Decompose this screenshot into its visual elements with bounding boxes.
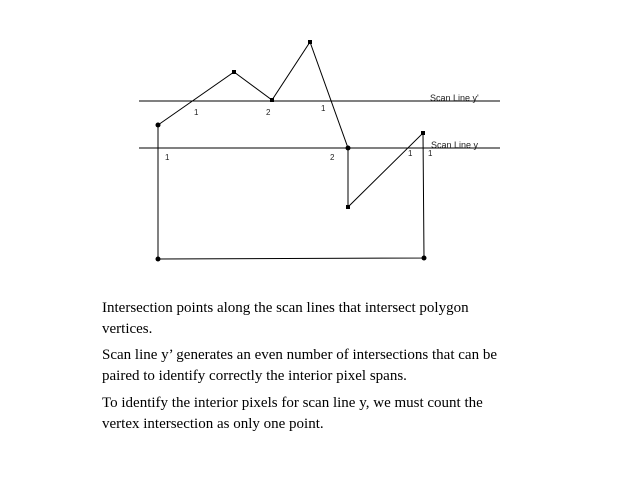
intersection-count-label: 2 [330,153,335,162]
scan-line-y-prime-label: Scan Line y' [430,93,479,103]
polygon-vertex [270,98,274,102]
intersection-count-label: 1 [428,149,433,158]
polygon-outline [158,42,424,259]
polygon-vertex [156,257,161,262]
caption-scan-line-y-prime: Scan line y’ generates an even number of intersections that can be paired to identify correctly the interior pixel spans. [102,347,497,384]
polygon-vertex [308,40,312,44]
caption-scan-line-y: To identify the interior pixels for scan line y, we must count the vertex intersection as only one point. [102,395,483,432]
intersection-count-label: 2 [266,108,271,117]
scan-line-y-label: Scan Line y [431,140,479,150]
polygon-vertex [232,70,236,74]
caption-intersection-points: Intersection points along the scan lines that intersect polygon vertices. [102,300,469,337]
intersection-count-label: 1 [194,108,199,117]
intersection-count-label: 1 [408,149,413,158]
intersection-count-label: 1 [321,104,326,113]
polygon-vertex [156,123,161,128]
polygon-vertex [346,146,351,151]
polygon-vertex [421,131,425,135]
polygon-vertex [346,205,350,209]
intersection-count-label: 1 [165,153,170,162]
polygon-vertex [422,256,427,261]
